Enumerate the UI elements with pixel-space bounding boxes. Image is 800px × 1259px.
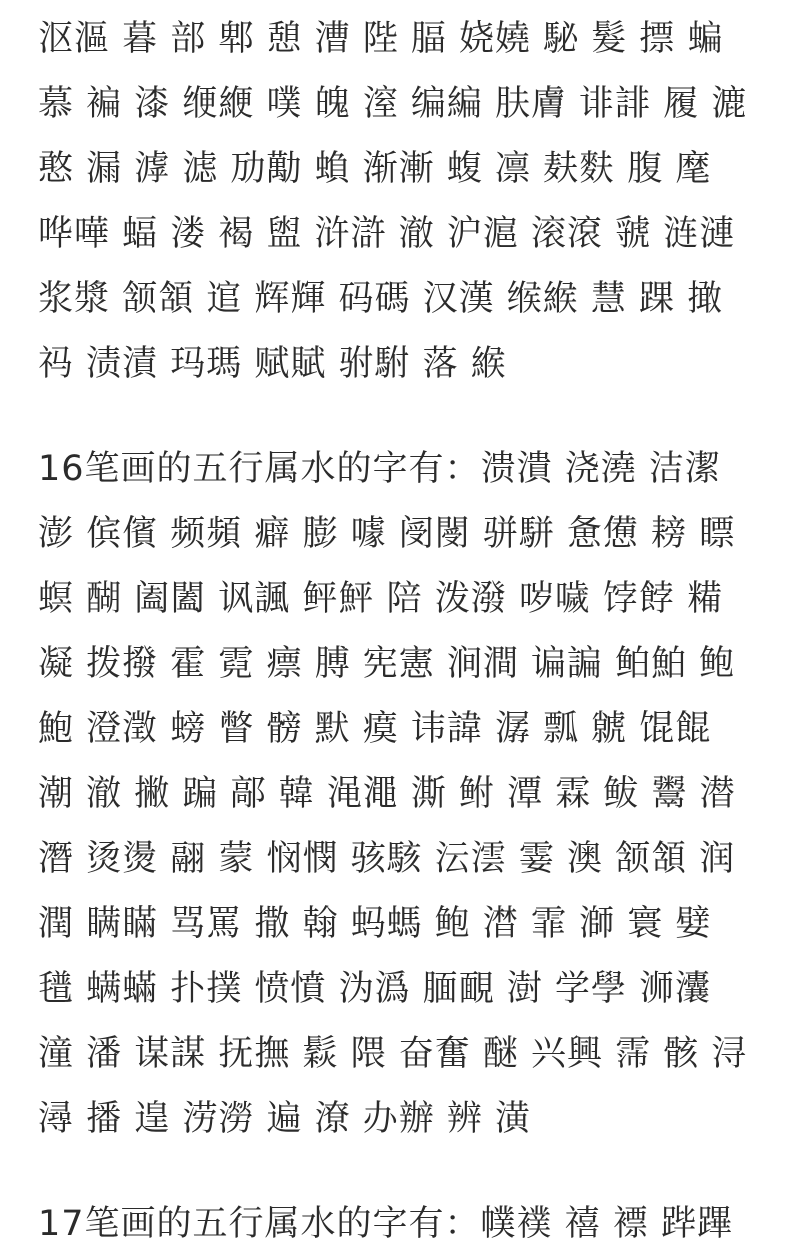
paragraph-character-list-17: [38, 1192, 778, 1257]
section-heading-line: 16笔画的五行属水的字有：溃潰 浇澆 洁潔: [38, 449, 721, 489]
document-body: [38, 0, 778, 1257]
text-line: 潯 播 遑 涝澇 遍 潦 办辦 辨 潢: [38, 1099, 532, 1139]
text-line: 潤 瞒瞞 骂罵 撒 翰 蚂螞 鲍 澘 霏 溮 寰 嬖: [38, 904, 712, 944]
paragraph-character-list-15: [38, 7, 778, 397]
text-line: 氆 螨蟎 扑撲 愤憤 沩潙 腼靦 澍 学學 浉灢: [38, 969, 712, 1009]
text-line: 憨 漏 滹 滤 劢勱 蝜 渐漸 蝮 凛 麸麩 腹 麾: [38, 149, 712, 189]
text-line: 哗嘩 蝠 溇 褐 盥 浒滸 澈 沪滬 滚滾 虢 涟漣: [38, 214, 736, 254]
text-line: 澎 傧儐 频頻 癖 膨 噱 阌閿 骈駢 惫憊 耪 瞟: [38, 514, 736, 554]
text-line: 凝 拨撥 霍 霓 瘭 膊 宪憲 涧澗 谝諞 鲌鮊 鲍: [38, 644, 736, 684]
text-line: 浆漿 颔頷 逭 辉輝 码碼 汉漢 缑緱 慧 踝 撖: [38, 279, 724, 319]
paragraph-character-list-16: [38, 437, 778, 1152]
text-line: 鮑 澄澂 螃 瞥 髈 默 瘼 讳諱 潺 瓢 虩 馄餛: [38, 709, 712, 749]
text-line: 潮 澈 撇 蹁 鄗 韓 渑澠 澌 鲋 潭 霖 鲅 鬻 潜: [38, 774, 736, 814]
text-line: 慕 褊 漆 缏緶 噗 魄 潌 编編 肤膚 诽誹 履 漉: [38, 84, 748, 124]
text-line: 潛 烫燙 翮 蒙 悯憫 骇駭 沄澐 霎 澳 颔頷 润: [38, 839, 736, 879]
section-heading-line: 17笔画的五行属水的字有：幞襆 禧 褾 跸蹕: [38, 1204, 733, 1244]
paragraph-gap: [38, 1152, 778, 1192]
text-line: 螟 醐 阖闔 讽諷 鲆鮃 陪 泼潑 哕噦 饽餑 糒: [38, 579, 724, 619]
paragraph-gap: [38, 397, 778, 437]
text-line: 沤漚 暮 部 郫 憩 漕 陛 腷 娆嬈 駜 髮 摽 蝙: [38, 19, 724, 59]
text-line: 潼 潘 谋謀 抚撫 鬏 隈 奋奮 醚 兴興 霈 骸 浔: [38, 1034, 748, 1074]
text-line: 祃 渍漬 玛瑪 赋賦 驸駙 落 緱: [38, 344, 507, 384]
top-spacer: [38, 0, 778, 7]
